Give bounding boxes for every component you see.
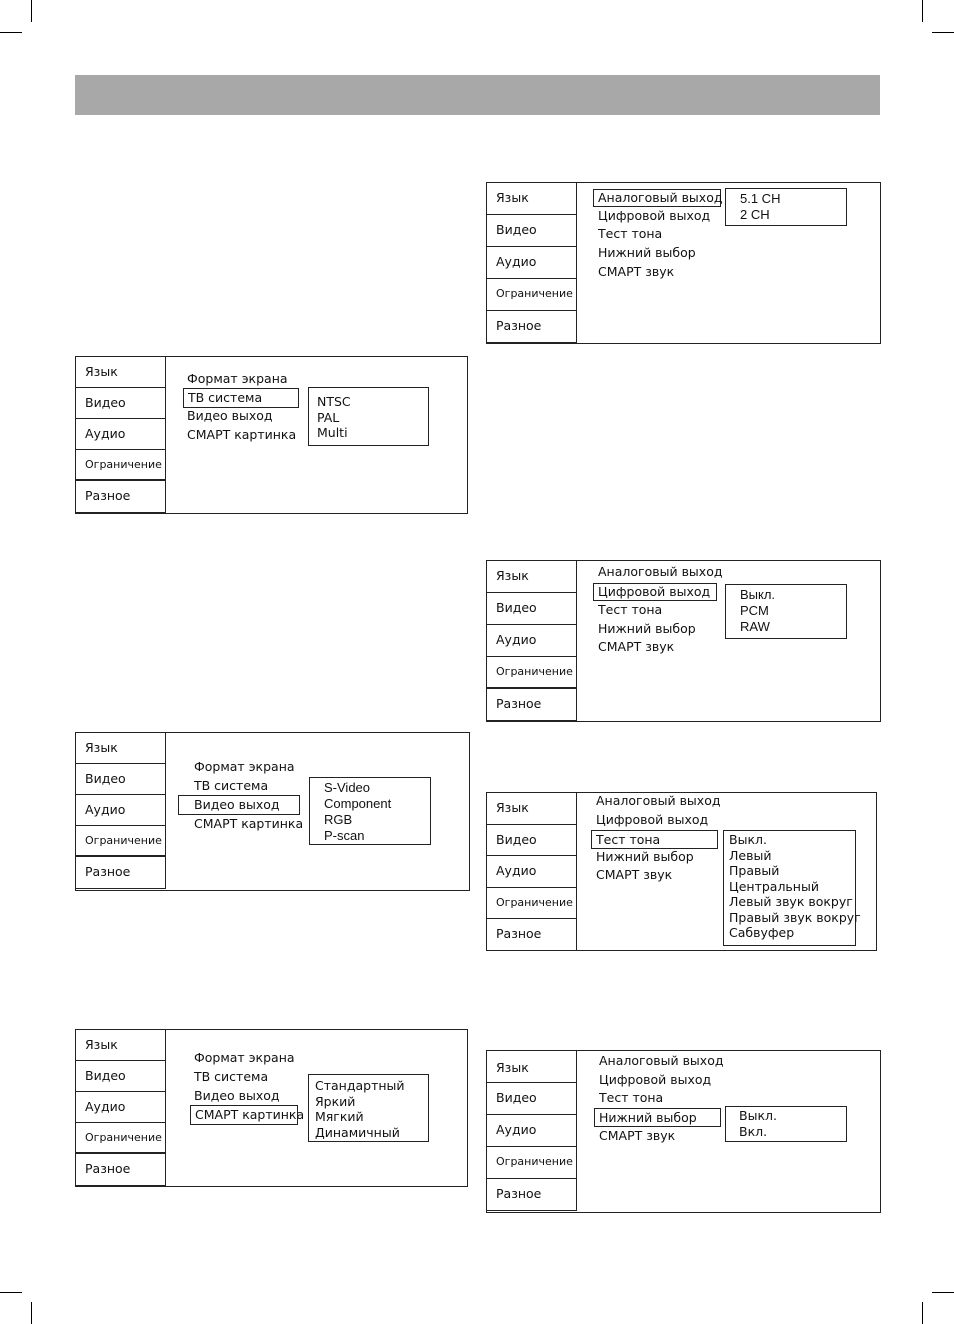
- tab-restriction[interactable]: Ограничение: [487, 279, 576, 311]
- tab-misc[interactable]: Разное: [76, 857, 165, 889]
- option-item[interactable]: NTSC: [317, 394, 351, 409]
- menu-tabs: [76, 733, 166, 889]
- menu-smart-picture: [75, 1029, 468, 1187]
- menu-video-out: [75, 732, 470, 891]
- tab-restriction[interactable]: Ограничение: [487, 1147, 576, 1179]
- menu-item-video-out-selected[interactable]: Видео выход: [178, 795, 300, 815]
- option-item[interactable]: Вкл.: [739, 1123, 768, 1139]
- option-item[interactable]: Выкл.: [739, 1108, 777, 1123]
- menu-item-smart-picture[interactable]: СМАРТ картинка: [187, 427, 297, 442]
- tab-restriction[interactable]: Ограничение: [76, 450, 165, 481]
- option-item[interactable]: Яркий: [315, 1093, 356, 1109]
- option-item[interactable]: Левый: [729, 847, 772, 863]
- menu-item-smart-sound[interactable]: СМАРТ звук: [598, 639, 675, 654]
- menu-item-smart-sound[interactable]: СМАРТ звук: [598, 264, 675, 279]
- tab-language[interactable]: Язык: [76, 1030, 165, 1061]
- menu-item-digital-out[interactable]: Цифровой выход: [598, 208, 711, 223]
- option-item[interactable]: 5.1 CH: [740, 191, 781, 206]
- tab-misc[interactable]: Разное: [487, 689, 576, 721]
- option-item[interactable]: Центральный: [729, 878, 819, 894]
- option-item[interactable]: Левый звук вокруг: [729, 894, 853, 909]
- menu-item-lower-mix[interactable]: Нижний выбор: [598, 245, 696, 260]
- tab-restriction[interactable]: Ограничение: [76, 826, 165, 857]
- tab-language[interactable]: Язык: [487, 793, 576, 825]
- menu-analog-out: [486, 182, 881, 344]
- tab-audio[interactable]: Аудио: [76, 795, 165, 826]
- options-list: [725, 188, 847, 226]
- tab-audio[interactable]: Аудио: [487, 1115, 576, 1147]
- menu-item-lower-mix[interactable]: Нижний выбор: [596, 849, 694, 864]
- tab-misc[interactable]: Разное: [76, 1154, 165, 1186]
- menu-item-digital-out[interactable]: Цифровой выход: [599, 1072, 712, 1087]
- menu-item-tv-system-selected[interactable]: ТВ система: [183, 388, 299, 408]
- options-list: [308, 387, 429, 446]
- menu-tabs: [487, 561, 577, 721]
- option-item[interactable]: RAW: [740, 619, 770, 634]
- menu-item-screen-format[interactable]: Формат экрана: [194, 759, 295, 774]
- menu-digital-out: [486, 560, 881, 722]
- option-item[interactable]: Выкл.: [740, 587, 776, 602]
- menu-item-test-tone-selected[interactable]: Тест тона: [591, 830, 718, 849]
- tab-restriction[interactable]: Ограничение: [76, 1123, 165, 1154]
- tab-video[interactable]: Видео: [487, 825, 576, 856]
- menu-item-screen-format[interactable]: Формат экрана: [187, 371, 288, 386]
- menu-item-digital-out[interactable]: Цифровой выход: [596, 812, 709, 827]
- tab-video[interactable]: Видео: [76, 764, 165, 795]
- option-item[interactable]: PCM: [740, 603, 769, 618]
- tab-video[interactable]: Видео: [487, 215, 576, 247]
- option-item[interactable]: Стандартный: [315, 1078, 405, 1093]
- menu-test-tone: [486, 792, 877, 951]
- crop-mark: [922, 0, 923, 22]
- options-list: [725, 584, 847, 639]
- menu-item-lower-mix-selected[interactable]: Нижний выбор: [594, 1108, 721, 1127]
- tab-video[interactable]: Видео: [487, 1083, 576, 1115]
- menu-item-screen-format[interactable]: Формат экрана: [194, 1050, 295, 1065]
- menu-item-digital-out-selected[interactable]: Цифровой выход: [593, 583, 717, 601]
- menu-tabs: [76, 1030, 166, 1186]
- crop-mark: [0, 1292, 22, 1293]
- option-item[interactable]: Правый: [729, 863, 780, 878]
- menu-item-tv-system[interactable]: ТВ система: [194, 1069, 269, 1084]
- option-item[interactable]: PAL: [317, 409, 340, 425]
- option-item[interactable]: 2 CH: [740, 207, 770, 222]
- tab-language[interactable]: Язык: [487, 183, 576, 215]
- tab-language[interactable]: Язык: [76, 733, 165, 764]
- tab-language[interactable]: Язык: [76, 357, 165, 388]
- menu-tv-system: [75, 356, 468, 514]
- tab-misc[interactable]: Разное: [76, 481, 165, 513]
- menu-item-analog-out[interactable]: Аналоговый выход: [599, 1053, 724, 1068]
- crop-mark: [922, 1302, 923, 1324]
- option-item[interactable]: Component: [324, 796, 392, 811]
- options-list: [723, 830, 861, 946]
- crop-mark: [932, 1292, 954, 1293]
- menu-item-test-tone[interactable]: Тест тона: [598, 226, 663, 241]
- tab-audio[interactable]: Аудио: [76, 419, 165, 450]
- crop-mark: [932, 32, 954, 33]
- tab-language[interactable]: Язык: [487, 561, 576, 593]
- crop-mark: [31, 1302, 32, 1324]
- menu-tabs: [487, 793, 577, 951]
- tab-audio[interactable]: Аудио: [487, 247, 576, 279]
- option-item[interactable]: Выкл.: [729, 832, 767, 847]
- menu-lower-mix: [486, 1050, 881, 1213]
- option-item[interactable]: Мягкий: [315, 1109, 364, 1124]
- tab-video[interactable]: Видео: [76, 388, 165, 419]
- menu-item-lower-mix[interactable]: Нижний выбор: [598, 621, 696, 636]
- option-item[interactable]: RGB: [324, 812, 353, 827]
- tab-video[interactable]: Видео: [76, 1061, 165, 1092]
- menu-item-smart-sound[interactable]: СМАРТ звук: [596, 867, 673, 882]
- option-item[interactable]: Multi: [317, 425, 348, 440]
- tab-misc[interactable]: Разное: [487, 919, 576, 951]
- header-bar: [75, 75, 880, 115]
- tab-misc[interactable]: Разное: [487, 311, 576, 343]
- menu-item-test-tone[interactable]: Тест тона: [599, 1090, 664, 1105]
- menu-item-analog-out-selected[interactable]: Аналоговый выход: [593, 189, 721, 207]
- menu-item-video-out[interactable]: Видео выход: [194, 1088, 280, 1103]
- menu-item-smart-picture-selected[interactable]: СМАРТ картинка: [190, 1105, 298, 1125]
- menu-item-video-out[interactable]: Видео выход: [187, 408, 273, 423]
- menu-item-test-tone[interactable]: Тест тона: [598, 602, 663, 617]
- options-list: [308, 1074, 429, 1142]
- options-list: [725, 1106, 847, 1142]
- crop-mark: [31, 0, 32, 22]
- tab-language[interactable]: Язык: [487, 1051, 576, 1083]
- option-item[interactable]: Динамичный: [315, 1124, 400, 1140]
- tab-audio[interactable]: Аудио: [487, 625, 576, 657]
- crop-mark: [0, 32, 22, 33]
- tab-restriction[interactable]: Ограничение: [487, 888, 576, 919]
- menu-item-analog-out[interactable]: Аналоговый выход: [598, 564, 723, 579]
- tab-audio[interactable]: Аудио: [76, 1092, 165, 1123]
- tab-audio[interactable]: Аудио: [487, 856, 576, 888]
- option-item[interactable]: Правый звук вокруг: [729, 909, 861, 925]
- option-item[interactable]: Сабвуфер: [729, 925, 795, 940]
- tab-restriction[interactable]: Ограничение: [487, 657, 576, 689]
- option-item[interactable]: P-scan: [324, 828, 365, 843]
- menu-tabs: [487, 1051, 577, 1211]
- menu-item-smart-picture[interactable]: СМАРТ картинка: [194, 816, 304, 831]
- option-item[interactable]: S-Video: [324, 780, 371, 795]
- menu-item-smart-sound[interactable]: СМАРТ звук: [599, 1128, 676, 1143]
- menu-item-analog-out[interactable]: Аналоговый выход: [596, 793, 721, 808]
- menu-tabs: [76, 357, 166, 513]
- tab-misc[interactable]: Разное: [487, 1179, 576, 1211]
- menu-item-tv-system[interactable]: ТВ система: [194, 778, 269, 793]
- tab-video[interactable]: Видео: [487, 593, 576, 625]
- menu-tabs: [487, 183, 577, 343]
- options-list: [309, 777, 431, 845]
